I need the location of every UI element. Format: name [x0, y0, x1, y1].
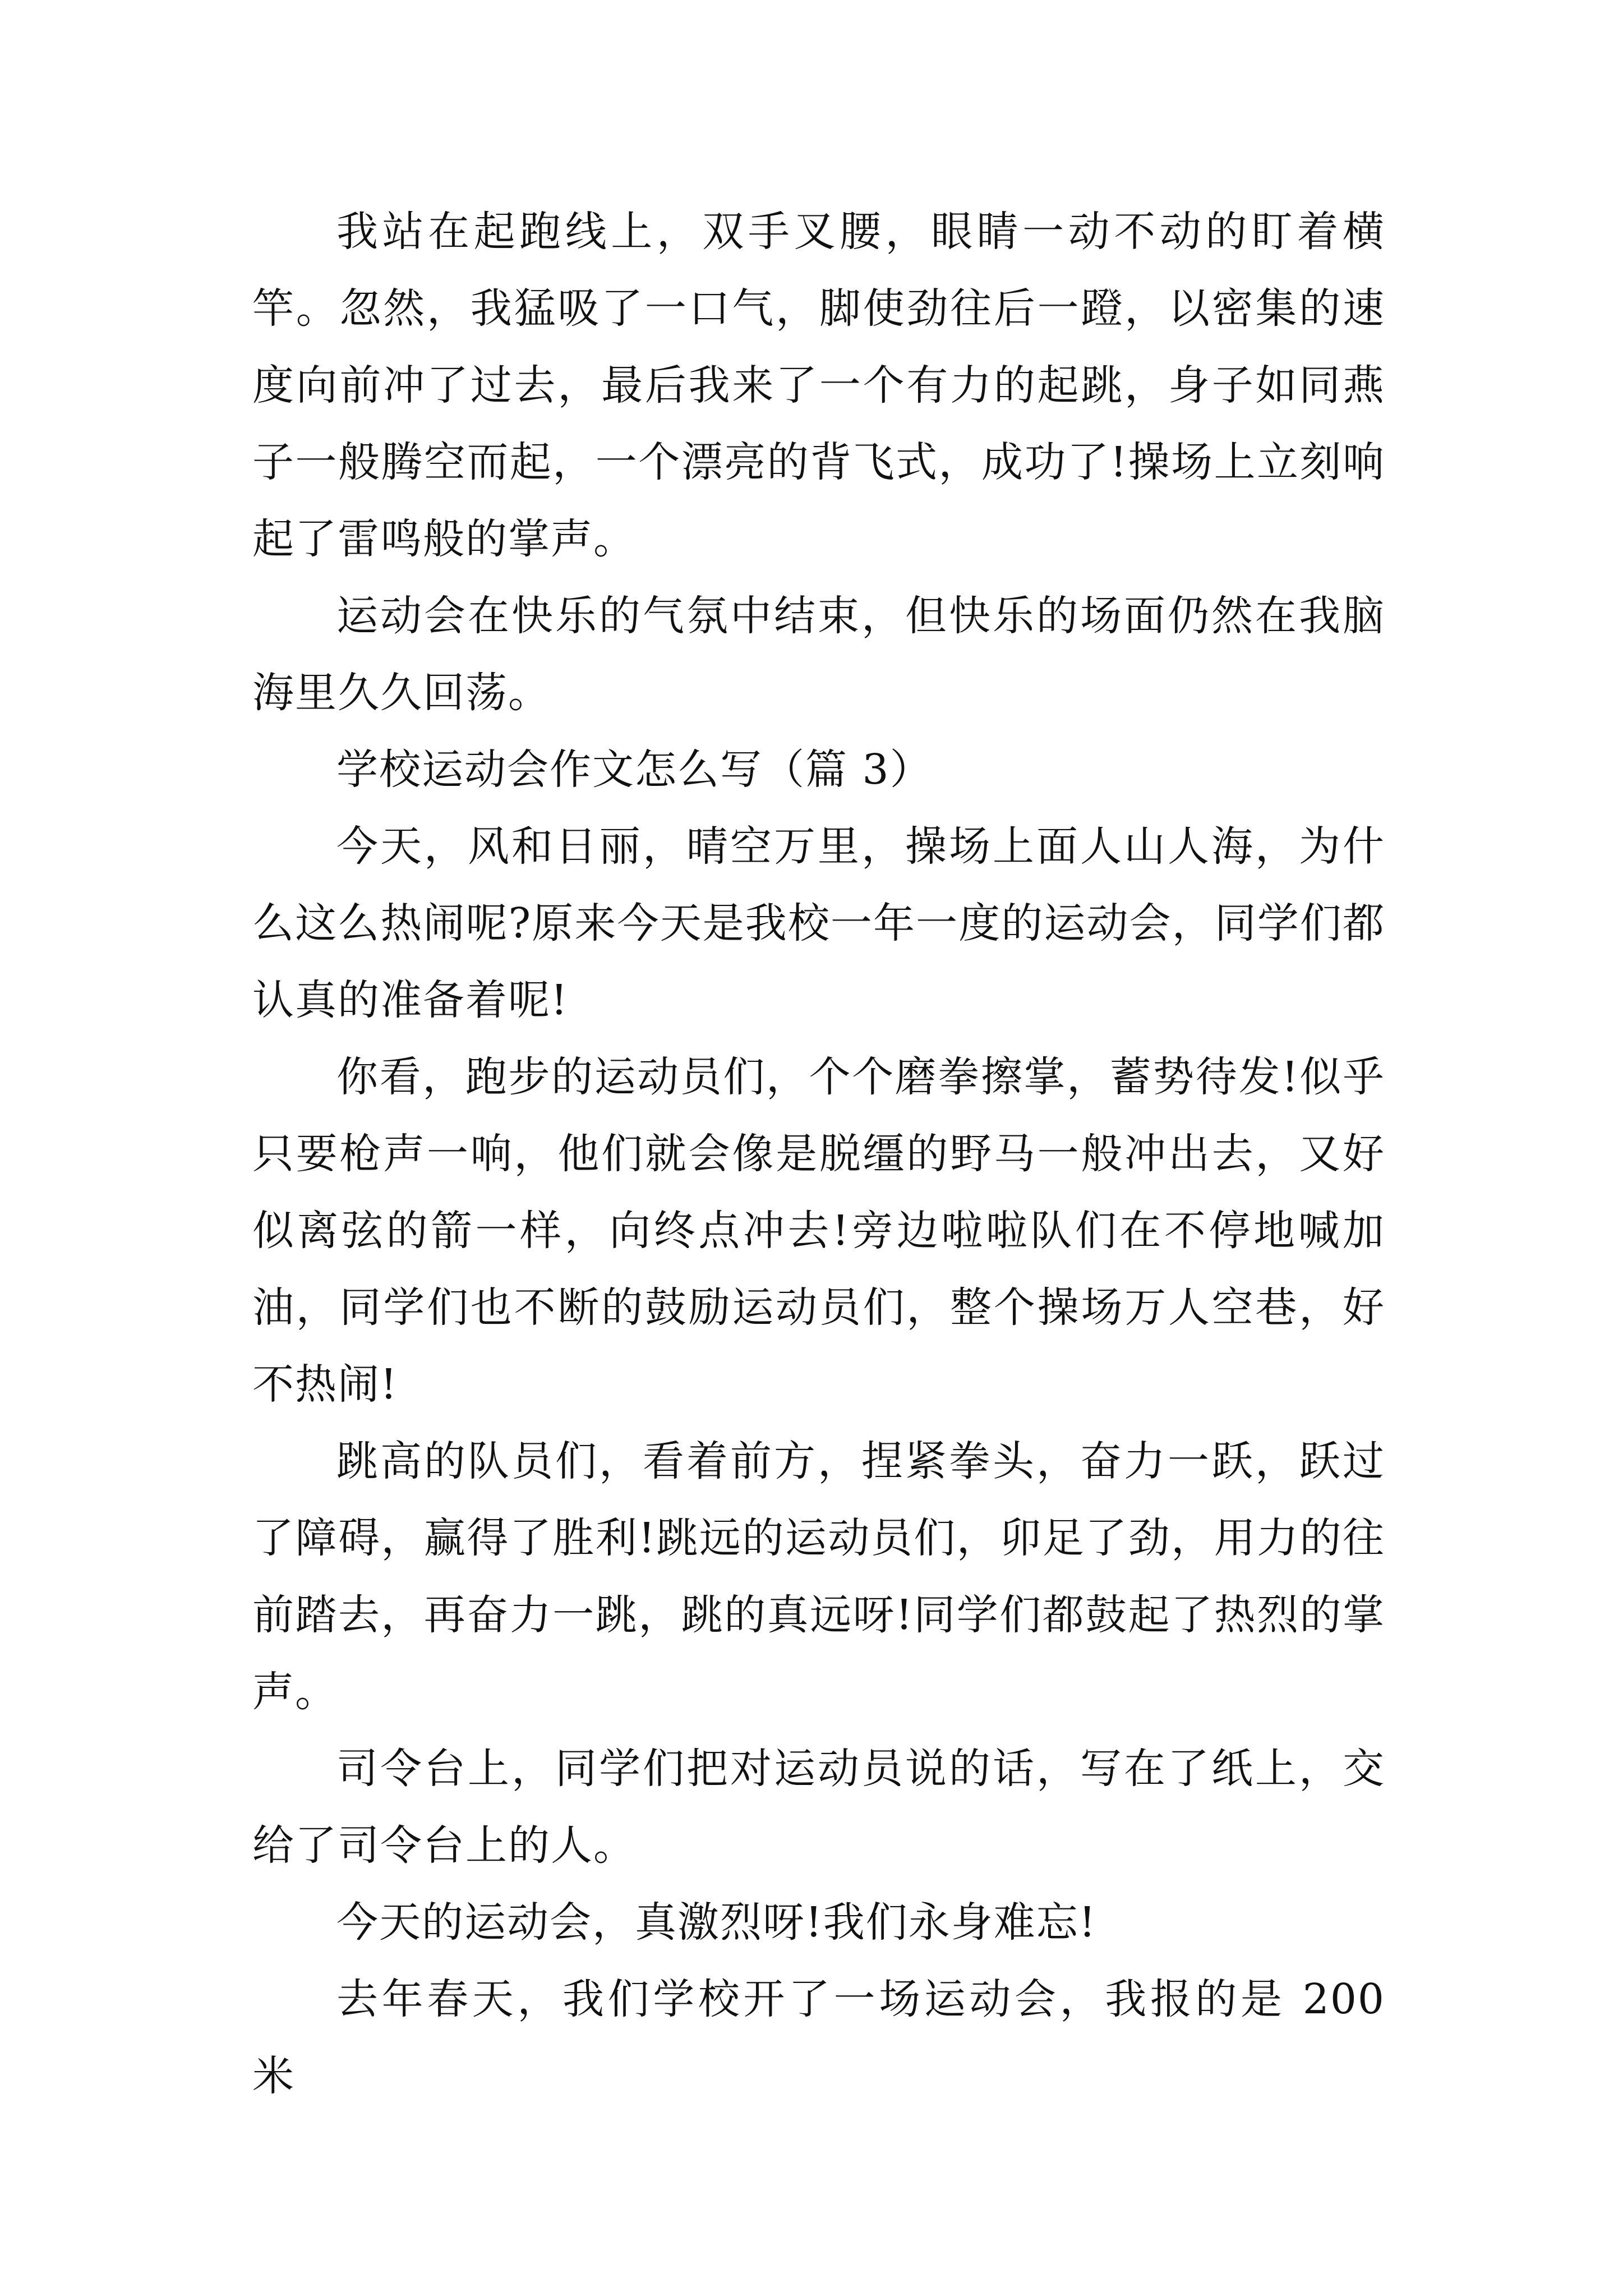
paragraph-intro: 今天，风和日丽，晴空万里，操场上面人山人海，为什么这么热闹呢?原来今天是我校一年一度的运动会，同学们都认真的准备着呢! [252, 822, 1385, 1024]
paragraph-next-story: 去年春天，我们学校开了一场运动会，我报的是 200 米 [252, 1975, 1385, 2100]
paragraph-podium: 司令台上，同学们把对运动员说的话，写在了纸上，交给了司令台上的人。 [252, 1745, 1385, 1870]
paragraph-jumping: 跳高的队员们，看着前方，捏紧拳头，奋力一跃，跃过了障碍，赢得了胜利!跳远的运动员们，卯足了劲，用力的往前踏去，再奋力一跳，跳的真远呀!同学们都鼓起了热烈的掌声。 [252, 1437, 1385, 1716]
paragraph-running: 你看，跑步的运动员们，个个磨拳擦掌，蓄势待发!似乎只要枪声一响，他们就会像是脱缰的野马一般冲出去，又好似离弦的箭一样，向终点冲去!旁边啦啦队们在不停地喊加油，同学们也不断的鼓励运动员们，整个操场万人空巷，好不热闹! [252, 1053, 1385, 1409]
document-page [252, 194, 1385, 2115]
section-title: 学校运动会作文怎么写（篇 3） [336, 746, 933, 794]
paragraph-high-jump: 我站在起跑线上，双手叉腰，眼睛一动不动的盯着横竿。忽然，我猛吸了一口气，脚使劲往后一蹬，以密集的速度向前冲了过去，最后我来了一个有力的起跳，身子如同燕子一般腾空而起，一个漂亮的背飞式，成功了!操场上立刻响起了雷鸣般的掌声。 [252, 208, 1385, 563]
paragraph-ending: 运动会在快乐的气氛中结束，但快乐的场面仍然在我脑海里久久回荡。 [252, 592, 1385, 717]
paragraph-conclusion: 今天的运动会，真激烈呀!我们永身难忘! [336, 1898, 1097, 1947]
